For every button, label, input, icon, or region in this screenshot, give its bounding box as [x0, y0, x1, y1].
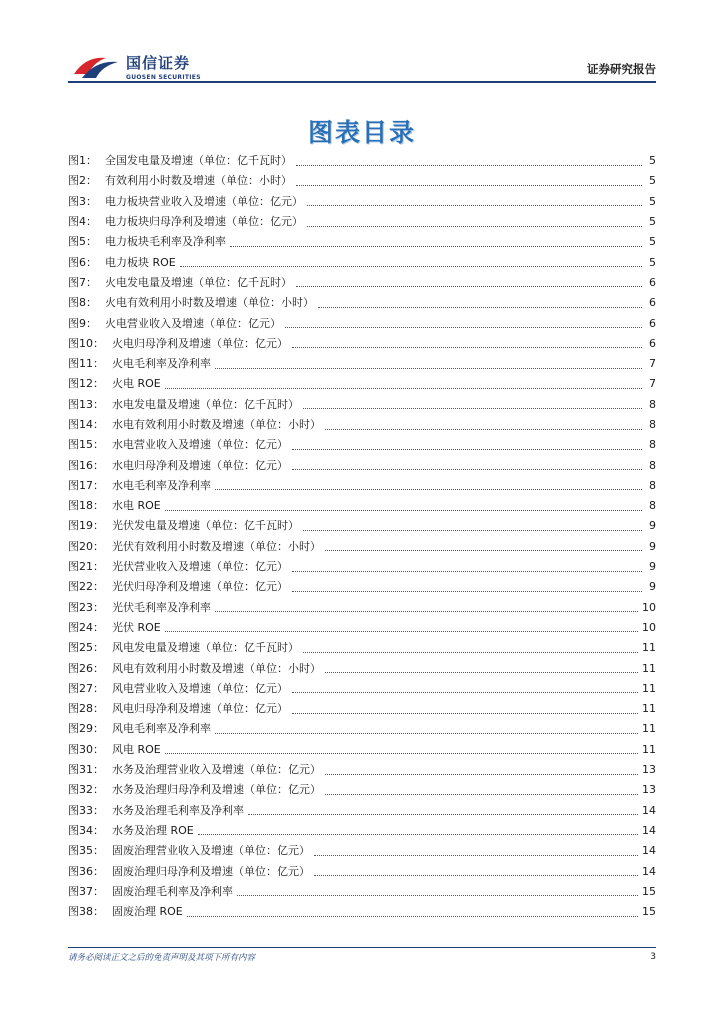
header-divider	[68, 81, 656, 83]
toc-figure-title[interactable]: 火电发电量及增速（单位：亿千瓦时）	[105, 275, 292, 289]
toc-dot-leader	[285, 327, 642, 328]
toc-figure-title[interactable]: 水电营业收入及增速（单位：亿元）	[112, 438, 288, 452]
toc-entry[interactable]	[68, 801, 656, 821]
toc-figure-number: 图34：	[68, 823, 104, 837]
toc-figure-number: 图36：	[68, 864, 104, 878]
toc-figure-title[interactable]: 水务及治理毛利率及净利率	[112, 803, 244, 817]
toc-dot-leader	[292, 469, 642, 470]
toc-page-number[interactable]: 8	[649, 458, 656, 472]
toc-page-number[interactable]: 7	[649, 377, 656, 391]
toc-page-number[interactable]: 9	[649, 560, 656, 574]
toc-page-number[interactable]: 5	[649, 154, 656, 168]
toc-dot-leader	[180, 266, 642, 267]
toc-figure-number: 图10：	[68, 336, 104, 350]
toc-figure-number: 图6：	[68, 255, 97, 269]
toc-figure-title[interactable]: 风电有效利用小时数及增速（单位：小时）	[112, 661, 321, 675]
toc-page-number[interactable]: 13	[642, 783, 656, 797]
toc-dot-leader	[303, 408, 642, 409]
toc-figure-number: 图16：	[68, 458, 104, 472]
toc-page-number[interactable]: 5	[649, 174, 656, 188]
toc-dot-leader	[292, 692, 638, 693]
page-number: 3	[650, 952, 656, 962]
toc-dot-leader	[165, 631, 638, 632]
toc-entry[interactable]	[68, 232, 656, 252]
toc-figure-title[interactable]: 火电毛利率及净利率	[112, 357, 211, 371]
toc-figure-number: 图38：	[68, 905, 104, 919]
toc-figure-title[interactable]: 光伏发电量及增速（单位：亿千瓦时）	[112, 519, 299, 533]
toc-figure-number: 图5：	[68, 235, 97, 249]
toc-entry[interactable]	[68, 476, 656, 496]
toc-figure-number: 图21：	[68, 560, 104, 574]
toc-figure-title[interactable]: 风电 ROE	[112, 742, 161, 756]
toc-figure-title[interactable]: 电力板块毛利率及净利率	[105, 235, 226, 249]
toc-page-number[interactable]: 8	[649, 397, 656, 411]
toc-figure-title[interactable]: 水电有效利用小时数及增速（单位：小时）	[112, 418, 321, 431]
toc-page-number[interactable]: 5	[649, 215, 656, 229]
toc-figure-number: 图22：	[68, 580, 104, 594]
toc-entry[interactable]	[68, 151, 656, 171]
toc-entry[interactable]	[68, 455, 656, 475]
toc-dot-leader	[215, 733, 638, 734]
toc-entry[interactable]	[68, 293, 656, 313]
toc-entry[interactable]	[68, 374, 656, 394]
toc-entry[interactable]	[68, 496, 656, 516]
toc-entry[interactable]	[68, 760, 656, 780]
toc-figure-number: 图28：	[68, 702, 104, 716]
toc-figure-number: 图13：	[68, 397, 104, 411]
toc-figure-number: 图29：	[68, 722, 104, 736]
toc-dot-leader	[296, 165, 642, 166]
toc-figure-number: 图25：	[68, 641, 104, 655]
toc-page-number[interactable]: 14	[642, 803, 656, 817]
toc-page-number[interactable]: 8	[649, 438, 656, 452]
toc-entry[interactable]	[68, 212, 656, 232]
toc-page-number[interactable]: 15	[642, 905, 656, 919]
toc-figure-title[interactable]: 电力板块归母净利及增速（单位：亿元）	[105, 215, 303, 229]
toc-entry[interactable]	[68, 780, 656, 800]
toc-dot-leader	[314, 875, 638, 876]
toc-dot-leader	[325, 429, 642, 430]
toc-figure-number: 图26：	[68, 661, 104, 675]
toc-figure-title[interactable]: 水务及治理 ROE	[112, 823, 194, 837]
toc-page-number[interactable]: 8	[649, 499, 656, 513]
toc-entry[interactable]	[68, 882, 656, 902]
logo-chinese-name: 国信证券	[126, 54, 191, 72]
toc-entry[interactable]	[68, 395, 656, 415]
toc-figure-title[interactable]: 火电营业收入及增速（单位：亿元）	[105, 316, 281, 330]
toc-dot-leader	[318, 307, 642, 308]
toc-page-number[interactable]: 5	[649, 194, 656, 208]
toc-figure-title[interactable]: 固废治理营业收入及增速（单位：亿元）	[112, 844, 310, 858]
toc-figure-number: 图18：	[68, 499, 104, 513]
toc-figure-title[interactable]: 光伏归母净利及增速（单位：亿元）	[112, 580, 288, 594]
toc-figure-number: 图35：	[68, 844, 104, 858]
toc-page-number[interactable]: 14	[642, 844, 656, 858]
toc-figure-title[interactable]: 电力板块营业收入及增速（单位：亿元）	[105, 194, 303, 208]
toc-page-number[interactable]: 11	[642, 641, 656, 655]
toc-figure-number: 图31：	[68, 763, 104, 777]
toc-figure-number: 图24：	[68, 620, 104, 634]
toc-dot-leader	[165, 753, 638, 754]
toc-figure-number: 图12：	[68, 377, 104, 391]
toc-page-number[interactable]: 11	[642, 722, 656, 736]
toc-figure-title[interactable]: 风电发电量及增速（单位：亿千瓦时）	[112, 641, 299, 655]
toc-page-number[interactable]: 6	[649, 336, 656, 350]
toc-dot-leader	[325, 550, 642, 551]
toc-figure-number: 图30：	[68, 742, 104, 756]
toc-page-number[interactable]: 5	[649, 255, 656, 269]
toc-figure-title[interactable]: 水务及治理营业收入及增速（单位：亿元）	[112, 763, 321, 777]
toc-figure-title[interactable]: 风电毛利率及净利率	[112, 722, 211, 736]
toc-dot-leader	[292, 347, 642, 348]
toc-dot-leader	[165, 510, 642, 511]
toc-dot-leader	[248, 814, 638, 815]
toc-figure-number: 图11：	[68, 357, 104, 371]
toc-entry[interactable]	[68, 273, 656, 293]
toc-dot-leader	[303, 652, 638, 653]
toc-page-number[interactable]: 10	[642, 620, 656, 634]
toc-figure-number: 图19：	[68, 519, 104, 533]
toc-page-number[interactable]: 5	[649, 235, 656, 249]
toc-dot-leader	[292, 591, 642, 592]
toc-figure-number: 图17：	[68, 478, 104, 492]
toc-entry[interactable]	[68, 699, 656, 719]
toc-dot-leader	[325, 794, 638, 795]
toc-figure-number: 图23：	[68, 600, 104, 614]
toc-figure-title[interactable]: 固废治理归母净利及增速（单位：亿元）	[112, 864, 310, 878]
toc-entry[interactable]	[68, 313, 656, 333]
toc-entry[interactable]	[68, 435, 656, 455]
toc-figure-number: 图20：	[68, 539, 104, 553]
toc-dot-leader	[215, 611, 638, 612]
toc-dot-leader	[230, 246, 642, 247]
toc-figure-number: 图27：	[68, 681, 104, 695]
toc-entry[interactable]	[68, 415, 656, 435]
toc-figure-number: 图37：	[68, 884, 104, 898]
toc-figure-number: 图2：	[68, 174, 97, 188]
toc-entry[interactable]	[68, 557, 656, 577]
toc-dot-leader	[292, 449, 642, 450]
toc-entry[interactable]	[68, 171, 656, 191]
toc-entry[interactable]	[68, 618, 656, 638]
page-title: 图表目录	[307, 118, 416, 147]
disclaimer-text: 请务必阅读正文之后的免责声明及其项下所有内容	[68, 953, 256, 963]
toc-dot-leader	[187, 916, 638, 917]
toc-page-number[interactable]: 11	[642, 742, 656, 756]
figure-list	[68, 151, 656, 922]
toc-page-number[interactable]: 14	[642, 823, 656, 837]
toc-figure-number: 图33：	[68, 803, 104, 817]
toc-dot-leader	[314, 855, 638, 856]
toc-entry[interactable]	[68, 679, 656, 699]
toc-entry[interactable]	[68, 638, 656, 658]
toc-page-number[interactable]: 9	[649, 580, 656, 594]
toc-figure-title[interactable]: 光伏 ROE	[112, 620, 161, 634]
toc-entry[interactable]	[68, 598, 656, 618]
toc-figure-title[interactable]: 水电毛利率及净利率	[112, 478, 211, 492]
toc-page-number[interactable]: 9	[649, 539, 656, 553]
logo-english-name: GUOSEN SECURITIES	[126, 74, 201, 81]
toc-figure-title[interactable]: 水电发电量及增速（单位：亿千瓦时）	[112, 397, 299, 411]
toc-dot-leader	[198, 834, 638, 835]
toc-figure-title[interactable]: 光伏毛利率及净利率	[112, 600, 211, 614]
toc-figure-number: 图8：	[68, 296, 97, 310]
toc-dot-leader	[292, 571, 642, 572]
toc-entry[interactable]	[68, 192, 656, 212]
toc-page-number[interactable]: 15	[642, 884, 656, 898]
toc-dot-leader	[303, 530, 642, 531]
toc-dot-leader	[307, 205, 642, 206]
toc-dot-leader	[325, 774, 638, 775]
toc-entry[interactable]	[68, 861, 656, 881]
toc-page-number[interactable]: 14	[642, 864, 656, 878]
toc-figure-title[interactable]: 火电有效利用小时数及增速（单位：小时）	[105, 296, 314, 310]
toc-dot-leader	[215, 368, 642, 369]
toc-figure-title[interactable]: 水务及治理归母净利及增速（单位：亿元）	[112, 783, 321, 797]
toc-entry[interactable]	[68, 334, 656, 354]
toc-dot-leader	[296, 286, 642, 287]
toc-figure-number: 图4：	[68, 215, 97, 229]
toc-figure-title[interactable]: 电力板块 ROE	[105, 255, 176, 269]
toc-page-number[interactable]: 11	[642, 681, 656, 695]
toc-figure-number: 图14：	[68, 418, 104, 431]
toc-page-number[interactable]: 8	[649, 418, 656, 431]
toc-page-number[interactable]: 6	[649, 316, 656, 330]
toc-entry[interactable]	[68, 354, 656, 374]
toc-entry[interactable]	[68, 577, 656, 597]
toc-entry[interactable]	[68, 719, 656, 739]
toc-figure-title[interactable]: 固废治理 ROE	[112, 905, 183, 919]
toc-page-number[interactable]: 8	[649, 478, 656, 492]
toc-figure-title[interactable]: 光伏有效利用小时数及增速（单位：小时）	[112, 539, 321, 553]
toc-dot-leader	[237, 895, 638, 896]
toc-entry[interactable]	[68, 902, 656, 922]
toc-figure-number: 图32：	[68, 783, 104, 797]
toc-page-number[interactable]: 9	[649, 519, 656, 533]
toc-page-number[interactable]: 11	[642, 702, 656, 716]
toc-figure-number: 图3：	[68, 194, 97, 208]
toc-figure-number: 图15：	[68, 438, 104, 452]
toc-entry[interactable]	[68, 252, 656, 272]
toc-figure-title[interactable]: 风电归母净利及增速（单位：亿元）	[112, 702, 288, 716]
toc-dot-leader	[292, 713, 638, 714]
toc-page-number[interactable]: 6	[649, 296, 656, 310]
toc-page-number[interactable]: 7	[649, 357, 656, 371]
toc-figure-title[interactable]: 固废治理毛利率及净利率	[112, 884, 233, 898]
toc-entry[interactable]	[68, 658, 656, 678]
toc-figure-title[interactable]: 火电 ROE	[112, 377, 161, 391]
toc-figure-number: 图1：	[68, 154, 97, 168]
toc-entry[interactable]	[68, 516, 656, 536]
toc-dot-leader	[215, 489, 642, 490]
toc-dot-leader	[325, 672, 638, 673]
toc-dot-leader	[307, 226, 642, 227]
report-type-label: 证券研究报告	[587, 62, 656, 76]
page-header	[0, 0, 724, 90]
footer-divider	[68, 947, 656, 948]
guosen-logo-icon	[72, 52, 122, 82]
toc-page-number[interactable]: 13	[642, 763, 656, 777]
toc-figure-title[interactable]: 全国发电量及增速（单位：亿千瓦时）	[105, 154, 292, 168]
toc-figure-number: 图9：	[68, 316, 97, 330]
toc-figure-title[interactable]: 水电归母净利及增速（单位：亿元）	[112, 458, 288, 472]
toc-figure-title[interactable]: 有效利用小时数及增速（单位：小时）	[105, 174, 292, 188]
toc-entry[interactable]	[68, 821, 656, 841]
toc-dot-leader	[296, 185, 642, 186]
toc-figure-title[interactable]: 风电营业收入及增速（单位：亿元）	[112, 681, 288, 695]
toc-entry[interactable]	[68, 841, 656, 861]
toc-entry[interactable]	[68, 537, 656, 557]
toc-figure-number: 图7：	[68, 275, 97, 289]
toc-figure-title[interactable]: 火电归母净利及增速（单位：亿元）	[112, 336, 288, 350]
toc-figure-title[interactable]: 水电 ROE	[112, 499, 161, 513]
toc-figure-title[interactable]: 光伏营业收入及增速（单位：亿元）	[112, 560, 288, 574]
toc-page-number[interactable]: 6	[649, 275, 656, 289]
toc-page-number[interactable]: 11	[642, 661, 656, 675]
toc-entry[interactable]	[68, 740, 656, 760]
toc-dot-leader	[165, 388, 642, 389]
toc-page-number[interactable]: 10	[642, 600, 656, 614]
